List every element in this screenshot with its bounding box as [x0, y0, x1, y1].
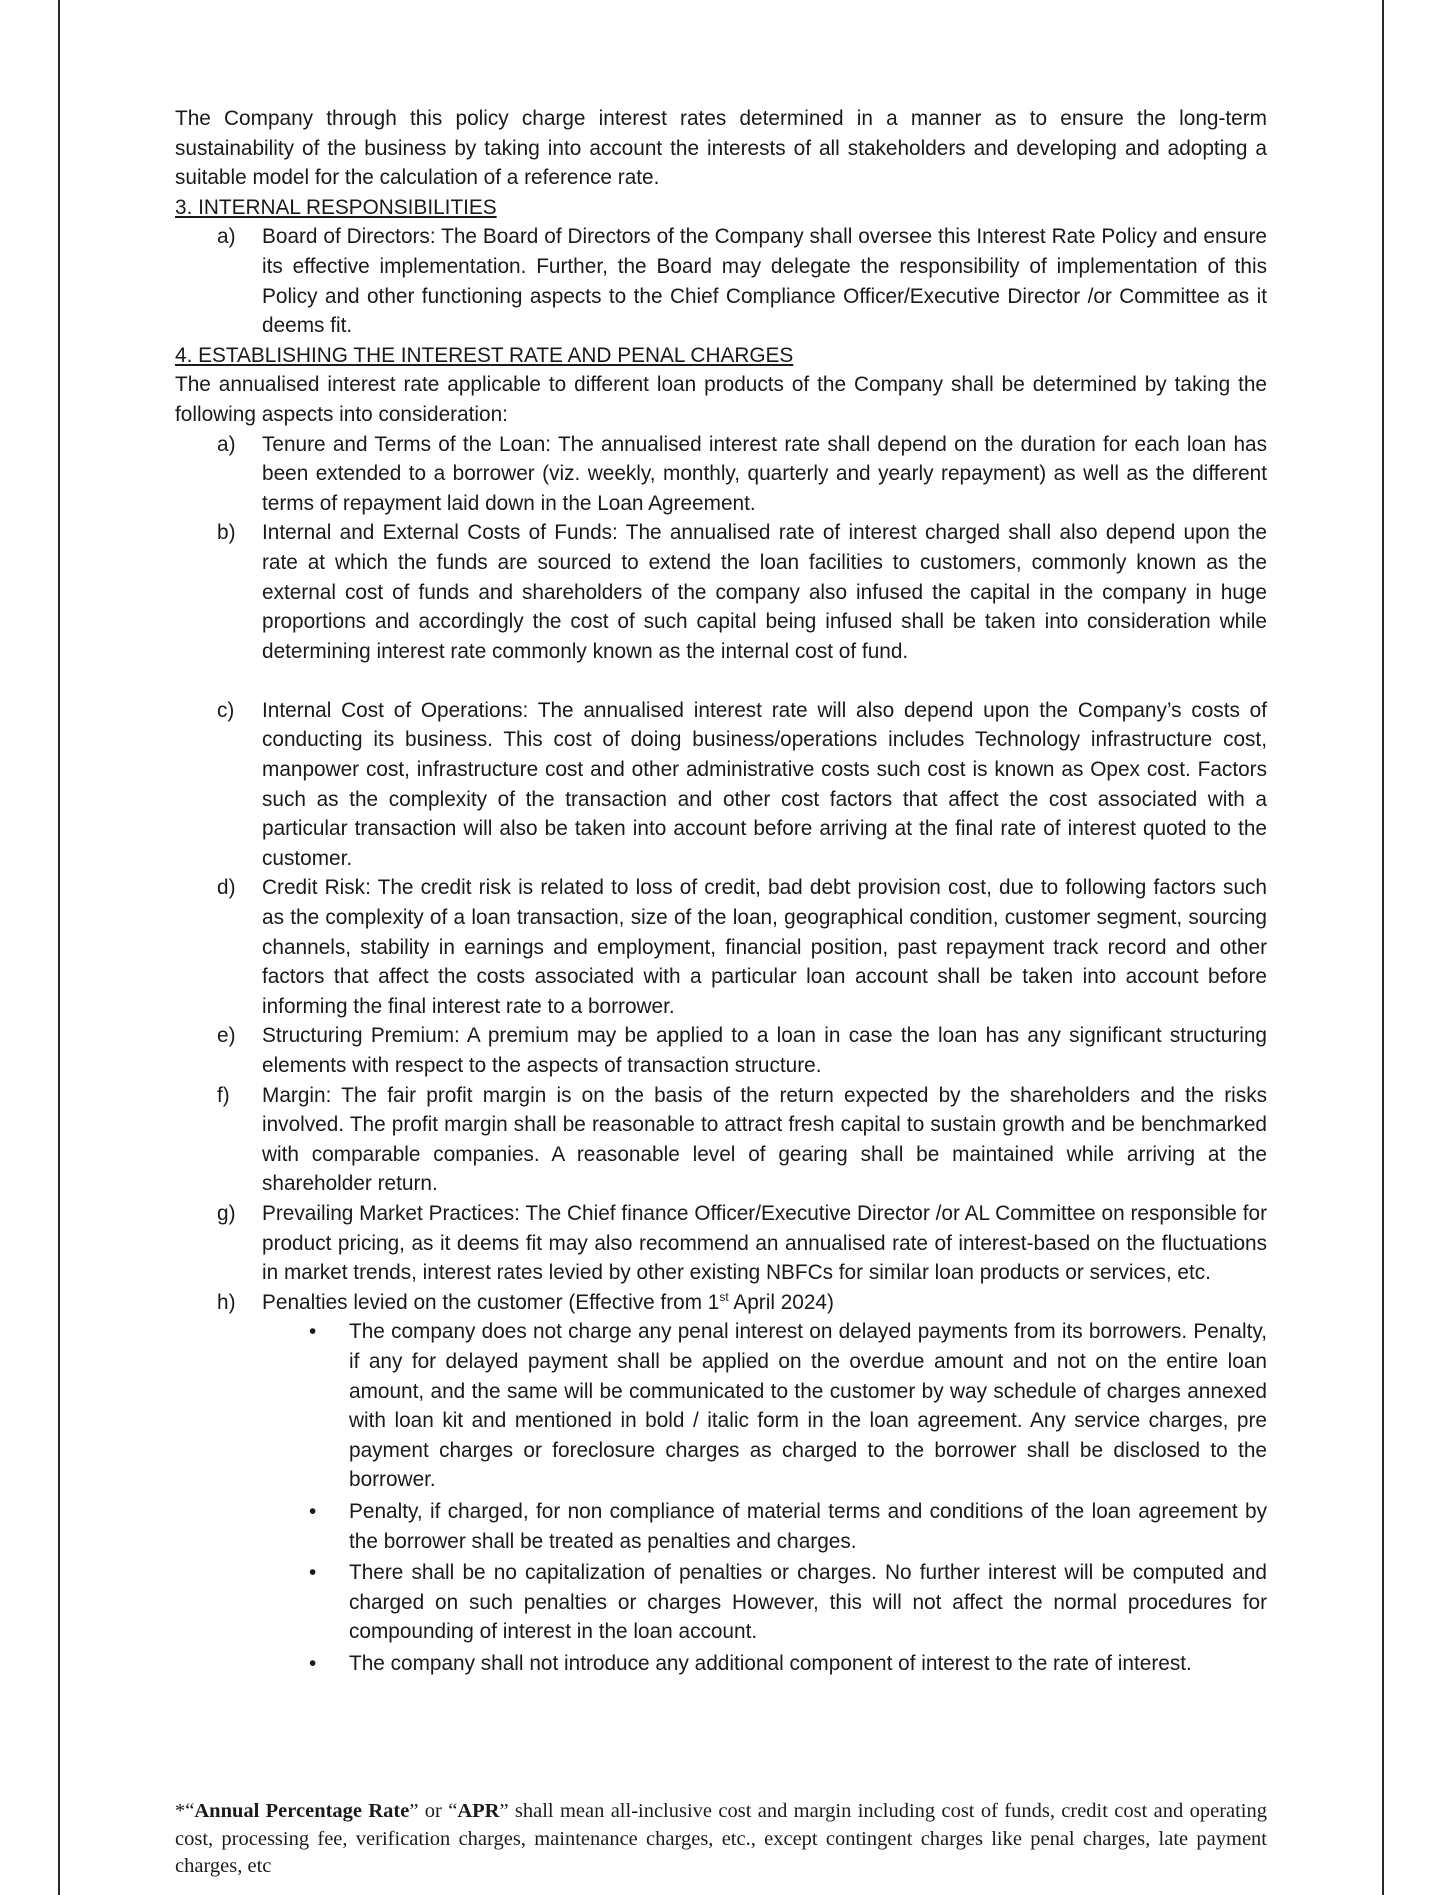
intro-paragraph: The Company through this policy charge interest rates determined in a manner as to ensure the long-term sustainability of the business by taking into account the interests of all stakeholders and developing and adopting a suitable model for the calculation of a reference rate. [175, 107, 1267, 190]
list-item [175, 518, 1267, 666]
footnote-text: ” shall mean all-inclusive cost and margin including cost of funds, credit cost and operating cost, processing fee, verification charges, maintenance charges, etc., except contingent charges like penal charges, late payment charges, etc [175, 1800, 1268, 1877]
list-item [175, 430, 1267, 519]
bullet-icon: • [309, 1320, 317, 1344]
list-item-text: Penalties levied on the customer (Effective from 1 [262, 1290, 720, 1314]
list-item [175, 873, 1267, 1021]
list-marker: f) [217, 1083, 230, 1107]
list-marker: c) [217, 698, 235, 722]
bullet-item [175, 1497, 1267, 1556]
list-item [175, 1081, 1267, 1199]
list-item [175, 1021, 1267, 1080]
list-marker: g) [217, 1201, 236, 1225]
ordinal-suffix: st [719, 1289, 729, 1304]
list-marker: a) [217, 225, 236, 249]
list-item-text: Margin: The fair profit margin is on the basis of the return expected by the shareholders and the risks involved. The profit margin shall be reasonable to attract fresh capital to sustain growth and be benchmarked with comparable companies. A reasonable level of gearing shall be maintained while arriving at the shareholder return. [262, 1083, 1267, 1196]
bullet-icon: • [309, 1499, 317, 1523]
list-marker: d) [217, 876, 236, 900]
list-item-text-end: April 2024) [728, 1290, 834, 1314]
list-item-text: Structuring Premium: A premium may be applied to a loan in case the loan has any significant structuring elements with respect to the aspects of transaction structure. [262, 1024, 1267, 1077]
bullet-icon: • [309, 1561, 317, 1585]
document-body [175, 104, 1267, 1680]
bullet-text: The company does not charge any penal interest on delayed payments from its borrowers. Penalty, if any for delayed payment shall be applied on the overdue amount and not on the entire loan amount, and the same will be communicated to the customer by way schedule of charges annexed with loan kit and mentioned in bold / italic form in the loan agreement. Any service charges, pre payment charges or foreclosure charges as charged to the borrower shall be disclosed to the borrower. [349, 1320, 1267, 1492]
footnote-prefix: *“ [175, 1800, 195, 1822]
footnote-term-apr-full: Annual Percentage Rate [194, 1800, 410, 1822]
section-4-heading: 4. ESTABLISHING THE INTEREST RATE AND PENAL CHARGES [175, 343, 794, 367]
bullet-icon: • [309, 1651, 317, 1675]
page-border-right [1382, 0, 1384, 1895]
list-item [175, 696, 1267, 874]
section-4-intro: The annualised interest rate applicable to different loan products of the Company shall be determined by taking the following aspects into consideration: [175, 373, 1267, 426]
page-border-left [58, 0, 60, 1895]
bullet-item [175, 1317, 1267, 1495]
list-marker: h) [217, 1290, 236, 1314]
footnote-term-apr: APR [457, 1800, 500, 1822]
bullet-item [175, 1558, 1267, 1647]
section-3-heading: 3. INTERNAL RESPONSIBILITIES [175, 195, 497, 219]
list-item-text: Tenure and Terms of the Loan: The annualised interest rate shall depend on the duration for each loan has been extended to a borrower (viz. weekly, monthly, quarterly and yearly repayment) as well as the different terms of repayment laid down in the Loan Agreement. [262, 432, 1267, 515]
list-item [175, 222, 1267, 340]
list-item-text: Prevailing Market Practices: The Chief finance Officer/Executive Director /or AL Committee on responsible for product pricing, as it deems fit may also recommend an annualised rate of interest-based on the fluctuations in market trends, interest rates levied by other existing NBFCs for similar loan products or services, etc. [262, 1201, 1267, 1285]
footnote-mid: ” or “ [409, 1800, 458, 1822]
list-marker: b) [217, 521, 236, 545]
list-item-text: Board of Directors: The Board of Directors of the Company shall oversee this Interest Rate Policy and ensure its effective implementation. Further, the Board may delegate the responsibility of implementation of this Policy and other functioning aspects to the Chief Compliance Officer/Executive Director /or Committee as it deems fit. [262, 225, 1267, 338]
bullet-text: Penalty, if charged, for non compliance of material terms and conditions of the loan agreement by the borrower shall be treated as penalties and charges. [349, 1499, 1267, 1553]
list-item-penalties [175, 1288, 1267, 1318]
bullet-item [175, 1649, 1267, 1679]
list-marker: e) [217, 1024, 236, 1048]
list-item-text: Internal Cost of Operations: The annualised interest rate will also depend upon the Company’s costs of conducting its business. This cost of doing business/operations includes Technology infrastructure cost, manpower cost, infrastructure cost and other administrative costs such cost is known as Opex cost. Factors such as the complexity of the transaction and other cost factors that affect the cost associated with a particular transaction will also be taken into account before arriving at the final rate of interest quoted to the customer. [262, 698, 1267, 870]
section-4-list [175, 430, 1267, 1318]
list-item [175, 1199, 1267, 1288]
footnote [175, 1798, 1267, 1881]
list-marker: a) [217, 432, 236, 456]
list-item-text: Internal and External Costs of Funds: The annualised rate of interest charged shall also depend upon the rate at which the funds are sourced to extend the loan facilities to customers, commonly known as the external cost of funds and shareholders of the company also infused the capital in the company in huge proportions and accordingly the cost of such capital being infused shall be taken into consideration while determining interest rate commonly known as the internal cost of fund. [262, 521, 1267, 663]
section-3-list [175, 222, 1267, 340]
list-item-text: Credit Risk: The credit risk is related to loss of credit, bad debt provision cost, due to following factors such as the complexity of a loan transaction, size of the loan, geographical condition, customer segment, sourcing channels, stability in earnings and employment, financial position, past repayment track record and other factors that affect the costs associated with a particular loan account shall be taken into account before informing the final interest rate to a borrower. [262, 876, 1267, 1018]
bullet-text: There shall be no capitalization of penalties or charges. No further interest will be computed and charged on such penalties or charges However, this will not affect the normal procedures for compounding of interest in the loan account. [349, 1561, 1267, 1644]
bullet-text: The company shall not introduce any additional component of interest to the rate of interest. [349, 1651, 1192, 1675]
penalties-bullet-list [175, 1317, 1267, 1678]
